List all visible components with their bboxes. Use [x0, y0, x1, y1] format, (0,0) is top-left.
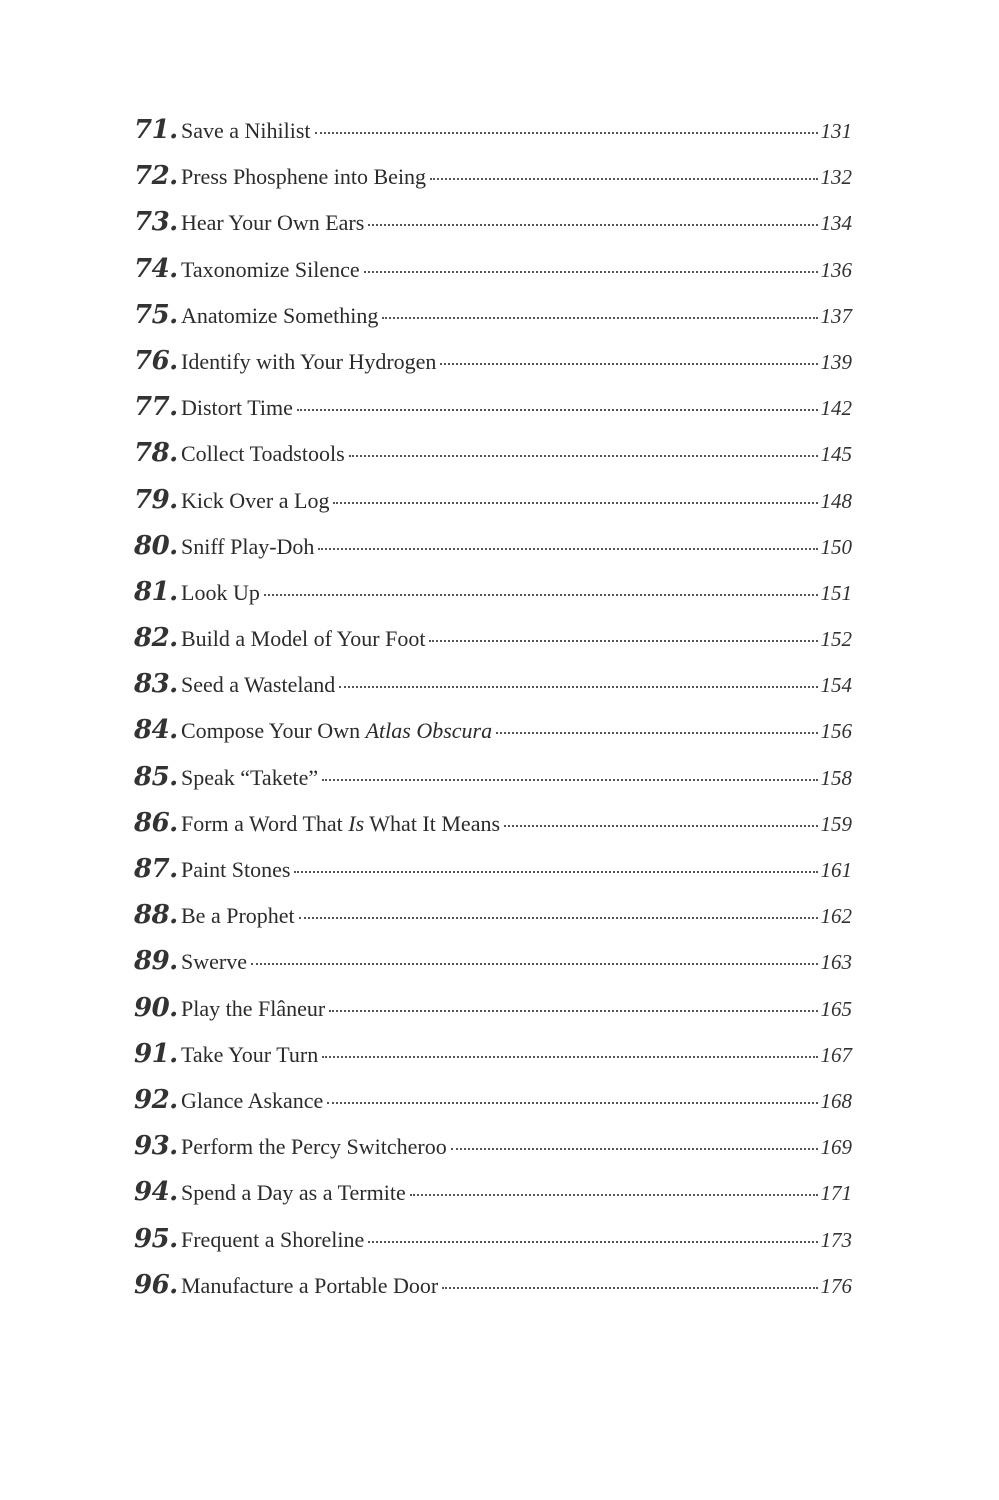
entry-page-number: 152	[820, 627, 852, 652]
entry-page-number: 156	[820, 719, 852, 744]
entry-page-number: 131	[820, 119, 852, 143]
entry-page-number: 165	[820, 996, 852, 1021]
dot-leader	[496, 732, 817, 734]
entry-page-number: 158	[820, 765, 852, 790]
entry-title: Collect Toadstools	[181, 441, 345, 467]
entry-title: Build a Model of Your Foot	[181, 626, 426, 652]
toc-entry	[134, 346, 852, 392]
entry-title: Perform the Percy Switcheroo	[181, 1134, 447, 1160]
dot-leader	[315, 132, 818, 134]
toc-entry	[134, 1039, 852, 1085]
entry-number: 96.	[134, 1269, 178, 1300]
entry-title: Frequent a Shoreline	[181, 1226, 365, 1252]
entry-number: 78.	[134, 438, 178, 469]
entry-title	[181, 811, 500, 837]
entry-title: Glance Askance	[181, 1087, 324, 1113]
dot-leader	[349, 455, 818, 457]
dot-leader	[430, 178, 817, 180]
entry-title: Distort Time	[181, 395, 293, 421]
entry-number: 75.	[134, 299, 178, 330]
entry-page-number: 142	[820, 396, 852, 421]
entry-title: Save a Nihilist	[181, 118, 311, 143]
dot-leader	[264, 594, 818, 596]
toc-entry	[134, 946, 852, 992]
dot-leader	[442, 1287, 817, 1289]
entry-number: 91.	[134, 1038, 178, 1069]
toc-entry	[134, 669, 852, 715]
entry-number: 71.	[134, 115, 178, 145]
entry-page-number: 145	[820, 442, 852, 467]
entry-page-number: 173	[820, 1227, 852, 1252]
entry-page-number: 163	[820, 950, 852, 975]
dot-leader	[451, 1148, 818, 1150]
toc-entry	[134, 207, 852, 253]
toc-entry	[134, 808, 852, 854]
entry-number: 93.	[134, 1131, 178, 1162]
entry-number: 77.	[134, 392, 178, 423]
entry-page-number: 151	[820, 580, 852, 605]
dot-leader	[429, 640, 817, 642]
entry-title: Taxonomize Silence	[181, 256, 360, 282]
toc-entry	[134, 854, 852, 900]
dot-leader	[294, 871, 817, 873]
dot-leader	[299, 917, 818, 919]
dot-leader	[504, 825, 817, 827]
entry-number: 74.	[134, 253, 178, 284]
toc-entry	[134, 623, 852, 669]
table-of-contents	[134, 115, 852, 1316]
entry-title: Hear Your Own Ears	[181, 210, 365, 236]
dot-leader	[318, 548, 817, 550]
entry-number: 73.	[134, 207, 178, 238]
toc-entry	[134, 254, 852, 300]
toc-entry	[134, 900, 852, 946]
entry-page-number: 137	[820, 303, 852, 328]
entry-title: Play the Flâneur	[181, 995, 326, 1021]
entry-page-number: 136	[820, 257, 852, 282]
entry-number: 89.	[134, 946, 178, 977]
entry-number: 80.	[134, 530, 178, 561]
entry-page-number: 150	[820, 534, 852, 559]
entry-title: Identify with Your Hydrogen	[181, 348, 437, 374]
entry-number: 82.	[134, 623, 178, 654]
toc-entry	[134, 715, 852, 761]
dot-leader	[440, 363, 817, 365]
entry-title: Speak “Takete”	[181, 764, 319, 790]
dot-leader	[339, 686, 817, 688]
toc-entry	[134, 1085, 852, 1131]
entry-title: Paint Stones	[181, 857, 291, 882]
toc-entry	[134, 161, 852, 207]
entry-page-number: 134	[820, 211, 852, 236]
entry-page-number: 168	[820, 1088, 852, 1113]
entry-page-number: 132	[820, 165, 852, 190]
entry-number: 92.	[134, 1084, 178, 1115]
entry-page-number: 139	[820, 349, 852, 374]
dot-leader	[368, 224, 817, 226]
toc-entry	[134, 1177, 852, 1223]
entry-page-number: 171	[820, 1181, 852, 1206]
entry-page-number: 159	[820, 811, 852, 836]
entry-number: 94.	[134, 1177, 178, 1208]
entry-page-number: 154	[820, 673, 852, 698]
dot-leader	[322, 779, 817, 781]
toc-entry	[134, 485, 852, 531]
entry-number: 79.	[134, 484, 178, 515]
entry-number: 84.	[134, 715, 178, 746]
entry-title: Seed a Wasteland	[181, 672, 336, 698]
entry-title: Sniff Play-Doh	[181, 533, 315, 559]
entry-title: Press Phosphene into Being	[181, 164, 427, 190]
toc-entry	[134, 438, 852, 484]
entry-title-text: Form a Word That	[181, 810, 349, 836]
dot-leader	[333, 502, 817, 504]
entry-title: Kick Over a Log	[181, 487, 330, 513]
toc-entry	[134, 1270, 852, 1316]
dot-leader	[297, 409, 818, 411]
toc-entry	[134, 1224, 852, 1270]
entry-page-number: 162	[820, 904, 852, 929]
entry-number: 81.	[134, 576, 178, 607]
toc-entry	[134, 762, 852, 808]
dot-leader	[329, 1010, 817, 1012]
dot-leader	[368, 1241, 817, 1243]
entry-page-number: 167	[820, 1042, 852, 1067]
entry-title: Swerve	[181, 949, 247, 975]
entry-title-italic: Is	[348, 810, 365, 836]
entry-page-number: 148	[820, 488, 852, 513]
entry-number: 88.	[134, 900, 178, 931]
toc-entry	[134, 115, 852, 161]
toc-entry	[134, 577, 852, 623]
entry-number: 86.	[134, 807, 178, 838]
dot-leader	[382, 317, 817, 319]
entry-number: 72.	[134, 161, 178, 192]
entry-title-text: Compose Your Own	[181, 718, 366, 744]
entry-title: Take Your Turn	[181, 1041, 319, 1067]
entry-number: 83.	[134, 669, 178, 700]
toc-entry	[134, 531, 852, 577]
dot-leader	[327, 1102, 817, 1104]
dot-leader	[322, 1056, 817, 1058]
entry-title: Spend a Day as a Termite	[181, 1180, 406, 1206]
dot-leader	[251, 963, 818, 965]
entry-title: Manufacture a Portable Door	[181, 1272, 439, 1298]
entry-number: 90.	[134, 992, 178, 1023]
dot-leader	[410, 1194, 818, 1196]
entry-title-text: What It Means	[364, 810, 501, 836]
entry-title: Anatomize Something	[181, 302, 379, 328]
toc-entry	[134, 1131, 852, 1177]
entry-number: 87.	[134, 854, 178, 884]
entry-number: 76.	[134, 345, 178, 376]
entry-number: 95.	[134, 1223, 178, 1254]
toc-entry	[134, 993, 852, 1039]
toc-entry	[134, 392, 852, 438]
entry-title-italic: Atlas Obscura	[365, 718, 493, 744]
toc-entry	[134, 300, 852, 346]
entry-number: 85.	[134, 761, 178, 792]
entry-page-number: 176	[820, 1273, 852, 1298]
entry-page-number: 169	[820, 1135, 852, 1160]
entry-title	[181, 718, 492, 744]
entry-page-number: 161	[820, 858, 852, 882]
entry-title: Look Up	[181, 579, 260, 605]
dot-leader	[364, 271, 818, 273]
entry-title: Be a Prophet	[181, 903, 295, 929]
